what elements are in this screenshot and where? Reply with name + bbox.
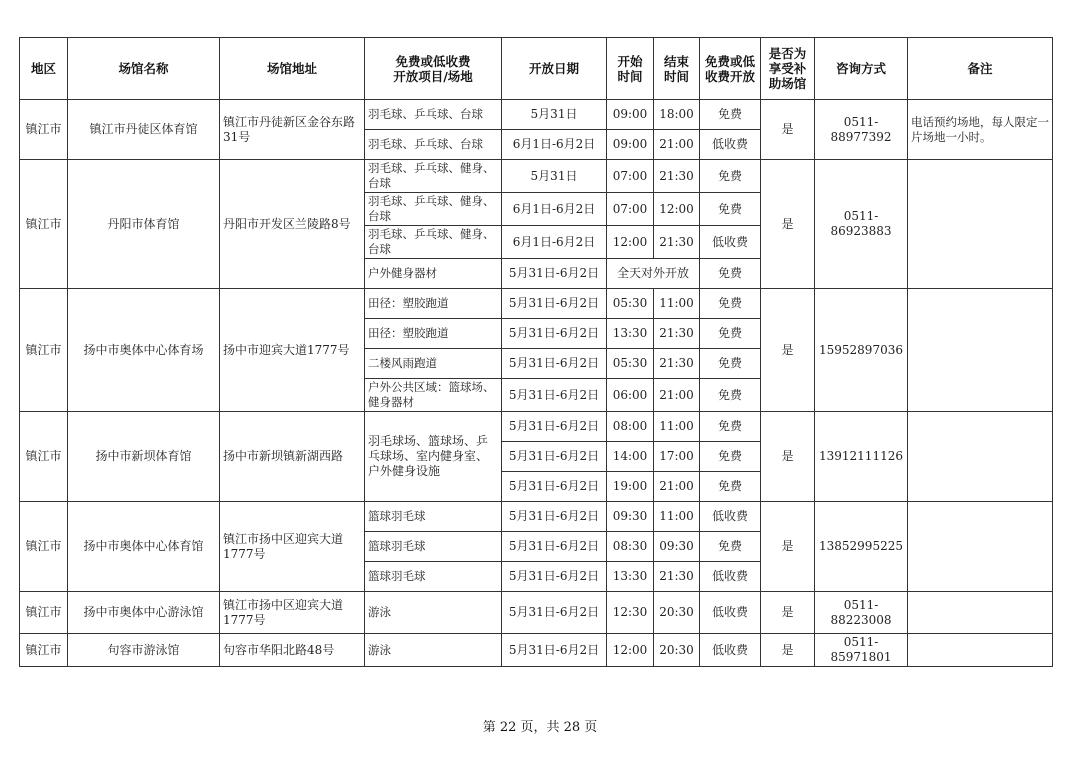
- open-item-cell: 羽毛球、乒乓球、台球: [365, 130, 502, 160]
- address-cell: 丹阳市开发区兰陵路8号: [220, 160, 365, 289]
- fee-type-cell: 免费: [700, 442, 761, 472]
- venue-name-cell: 扬中市新坝体育馆: [68, 412, 220, 502]
- fee-type-cell: 免费: [700, 412, 761, 442]
- address-cell: 镇江市扬中区迎宾大道1777号: [220, 592, 365, 634]
- start-time-cell: 08:30: [607, 532, 654, 562]
- subsidy-cell: 是: [761, 160, 815, 289]
- fee-type-cell: 免费: [700, 319, 761, 349]
- end-time-cell: 11:00: [654, 289, 700, 319]
- venue-name-cell: 扬中市奥体中心游泳馆: [68, 592, 220, 634]
- table-row: [20, 412, 1053, 442]
- start-time-cell: 09:00: [607, 130, 654, 160]
- end-time-cell: 11:00: [654, 502, 700, 532]
- fee-type-cell: 低收费: [700, 592, 761, 634]
- open-date-cell: 5月31日-6月2日: [502, 562, 607, 592]
- contact-cell: 13852995225: [815, 502, 908, 592]
- table-row: [20, 100, 1053, 130]
- end-time-cell: 17:00: [654, 442, 700, 472]
- table-row: [20, 592, 1053, 634]
- open-item-cell: 羽毛球、乒乓球、健身、台球: [365, 193, 502, 226]
- table-row: [20, 502, 1053, 532]
- open-item-cell: 羽毛球、乒乓球、健身、台球: [365, 226, 502, 259]
- end-time-cell: 21:30: [654, 226, 700, 259]
- open-date-cell: 5月31日-6月2日: [502, 412, 607, 442]
- table-row: [20, 160, 1053, 193]
- start-time-cell: 09:00: [607, 100, 654, 130]
- region-cell: 镇江市: [20, 412, 68, 502]
- fee-type-cell: 免费: [700, 532, 761, 562]
- open-date-cell: 5月31日: [502, 160, 607, 193]
- subsidy-cell: 是: [761, 289, 815, 412]
- open-item-cell: 羽毛球、乒乓球、健身、台球: [365, 160, 502, 193]
- start-time-cell: 05:30: [607, 289, 654, 319]
- start-time-cell: 12:00: [607, 634, 654, 667]
- table-row: [20, 289, 1053, 319]
- fee-type-cell: 低收费: [700, 130, 761, 160]
- end-time-cell: 18:00: [654, 100, 700, 130]
- page-footer: 第 22 页，共 28 页: [482, 720, 598, 735]
- open-item-cell: 篮球羽毛球: [365, 562, 502, 592]
- venue-name-cell: 扬中市奥体中心体育馆: [68, 502, 220, 592]
- header-subsidy: 是否为 享受补 助场馆: [761, 38, 815, 100]
- end-time-cell: 21:00: [654, 130, 700, 160]
- open-date-cell: 5月31日-6月2日: [502, 379, 607, 412]
- region-cell: 镇江市: [20, 592, 68, 634]
- note-cell: [908, 502, 1053, 592]
- open-date-cell: 5月31日-6月2日: [502, 319, 607, 349]
- address-cell: 句容市华阳北路48号: [220, 634, 365, 667]
- open-item-cell: 游泳: [365, 592, 502, 634]
- open-date-cell: 5月31日: [502, 100, 607, 130]
- address-cell: 扬中市新坝镇新湖西路: [220, 412, 365, 502]
- header-region: 地区: [20, 38, 68, 100]
- table-row: [20, 634, 1053, 667]
- header-address: 场馆地址: [220, 38, 365, 100]
- subsidy-cell: 是: [761, 592, 815, 634]
- address-cell: 扬中市迎宾大道1777号: [220, 289, 365, 412]
- region-cell: 镇江市: [20, 160, 68, 289]
- start-time-cell: 09:30: [607, 502, 654, 532]
- address-cell: 镇江市丹徒新区金谷东路31号: [220, 100, 365, 160]
- open-item-cell: 游泳: [365, 634, 502, 667]
- start-time-cell: 12:30: [607, 592, 654, 634]
- region-cell: 镇江市: [20, 100, 68, 160]
- venue-name-cell: 丹阳市体育馆: [68, 160, 220, 289]
- note-cell: [908, 289, 1053, 412]
- header-venue-name: 场馆名称: [68, 38, 220, 100]
- header-row: [20, 38, 1053, 100]
- open-item-cell: 户外公共区域：篮球场、健身器材: [365, 379, 502, 412]
- fee-type-cell: 免费: [700, 349, 761, 379]
- open-item-cell: 羽毛球、乒乓球、台球: [365, 100, 502, 130]
- fee-type-cell: 低收费: [700, 562, 761, 592]
- header-open-items: 免费或低收费 开放项目/场地: [365, 38, 502, 100]
- header-end-time: 结束 时间: [654, 38, 700, 100]
- address-cell: 镇江市扬中区迎宾大道1777号: [220, 502, 365, 592]
- open-date-cell: 5月31日-6月2日: [502, 259, 607, 289]
- header-contact: 咨询方式: [815, 38, 908, 100]
- end-time-cell: 21:30: [654, 349, 700, 379]
- contact-cell: 0511-86923883: [815, 160, 908, 289]
- open-date-cell: 5月31日-6月2日: [502, 442, 607, 472]
- header-open-date: 开放日期: [502, 38, 607, 100]
- fee-type-cell: 免费: [700, 100, 761, 130]
- open-item-cell: 户外健身器材: [365, 259, 502, 289]
- region-cell: 镇江市: [20, 289, 68, 412]
- fee-type-cell: 低收费: [700, 502, 761, 532]
- note-cell: 电话预约场地，每人限定一片场地一小时。: [908, 100, 1053, 160]
- subsidy-cell: 是: [761, 502, 815, 592]
- start-time-cell: 19:00: [607, 472, 654, 502]
- region-cell: 镇江市: [20, 502, 68, 592]
- start-time-cell: 05:30: [607, 349, 654, 379]
- end-time-cell: 09:30: [654, 532, 700, 562]
- start-time-cell: 07:00: [607, 193, 654, 226]
- open-date-cell: 5月31日-6月2日: [502, 289, 607, 319]
- venue-table: [19, 37, 1053, 667]
- start-time-cell: 08:00: [607, 412, 654, 442]
- open-date-cell: 5月31日-6月2日: [502, 472, 607, 502]
- start-time-cell: 13:30: [607, 319, 654, 349]
- open-date-cell: 6月1日-6月2日: [502, 130, 607, 160]
- open-item-cell: 篮球羽毛球: [365, 502, 502, 532]
- end-time-cell: 12:00: [654, 193, 700, 226]
- end-time-cell: 21:00: [654, 472, 700, 502]
- header-note: 备注: [908, 38, 1053, 100]
- end-time-cell: 21:00: [654, 379, 700, 412]
- open-date-cell: 5月31日-6月2日: [502, 502, 607, 532]
- open-date-cell: 5月31日-6月2日: [502, 634, 607, 667]
- fee-type-cell: 低收费: [700, 634, 761, 667]
- open-date-cell: 5月31日-6月2日: [502, 532, 607, 562]
- end-time-cell: 21:30: [654, 319, 700, 349]
- contact-cell: 0511-88223008: [815, 592, 908, 634]
- end-time-cell: 20:30: [654, 634, 700, 667]
- contact-cell: 15952897036: [815, 289, 908, 412]
- region-cell: 镇江市: [20, 634, 68, 667]
- venue-name-cell: 扬中市奥体中心体育场: [68, 289, 220, 412]
- end-time-cell: 21:30: [654, 562, 700, 592]
- open-item-cell: 二楼风雨跑道: [365, 349, 502, 379]
- start-time-cell: 14:00: [607, 442, 654, 472]
- open-item-cell: 羽毛球场、篮球场、乒乓球场、室内健身室、户外健身设施: [365, 412, 502, 502]
- venue-name-cell: 镇江市丹徒区体育馆: [68, 100, 220, 160]
- fee-type-cell: 免费: [700, 472, 761, 502]
- end-time-cell: 21:30: [654, 160, 700, 193]
- open-date-cell: 6月1日-6月2日: [502, 193, 607, 226]
- fee-type-cell: 免费: [700, 160, 761, 193]
- subsidy-cell: 是: [761, 100, 815, 160]
- fee-type-cell: 免费: [700, 259, 761, 289]
- all-day-cell: 全天对外开放: [607, 259, 700, 289]
- fee-type-cell: 免费: [700, 379, 761, 412]
- contact-cell: 13912111126: [815, 412, 908, 502]
- header-start-time: 开始 时间: [607, 38, 654, 100]
- open-item-cell: 田径：塑胶跑道: [365, 319, 502, 349]
- end-time-cell: 20:30: [654, 592, 700, 634]
- note-cell: [908, 634, 1053, 667]
- start-time-cell: 13:30: [607, 562, 654, 592]
- start-time-cell: 07:00: [607, 160, 654, 193]
- open-date-cell: 6月1日-6月2日: [502, 226, 607, 259]
- open-item-cell: 田径：塑胶跑道: [365, 289, 502, 319]
- contact-cell: 0511-85971801: [815, 634, 908, 667]
- start-time-cell: 06:00: [607, 379, 654, 412]
- fee-type-cell: 低收费: [700, 226, 761, 259]
- fee-type-cell: 免费: [700, 193, 761, 226]
- venue-name-cell: 句容市游泳馆: [68, 634, 220, 667]
- open-item-cell: 篮球羽毛球: [365, 532, 502, 562]
- contact-cell: 0511-88977392: [815, 100, 908, 160]
- subsidy-cell: 是: [761, 412, 815, 502]
- subsidy-cell: 是: [761, 634, 815, 667]
- open-date-cell: 5月31日-6月2日: [502, 592, 607, 634]
- note-cell: [908, 160, 1053, 289]
- open-date-cell: 5月31日-6月2日: [502, 349, 607, 379]
- note-cell: [908, 592, 1053, 634]
- table-body: [20, 100, 1053, 667]
- start-time-cell: 12:00: [607, 226, 654, 259]
- header-fee-type: 免费或低 收费开放: [700, 38, 761, 100]
- fee-type-cell: 免费: [700, 289, 761, 319]
- note-cell: [908, 412, 1053, 502]
- end-time-cell: 11:00: [654, 412, 700, 442]
